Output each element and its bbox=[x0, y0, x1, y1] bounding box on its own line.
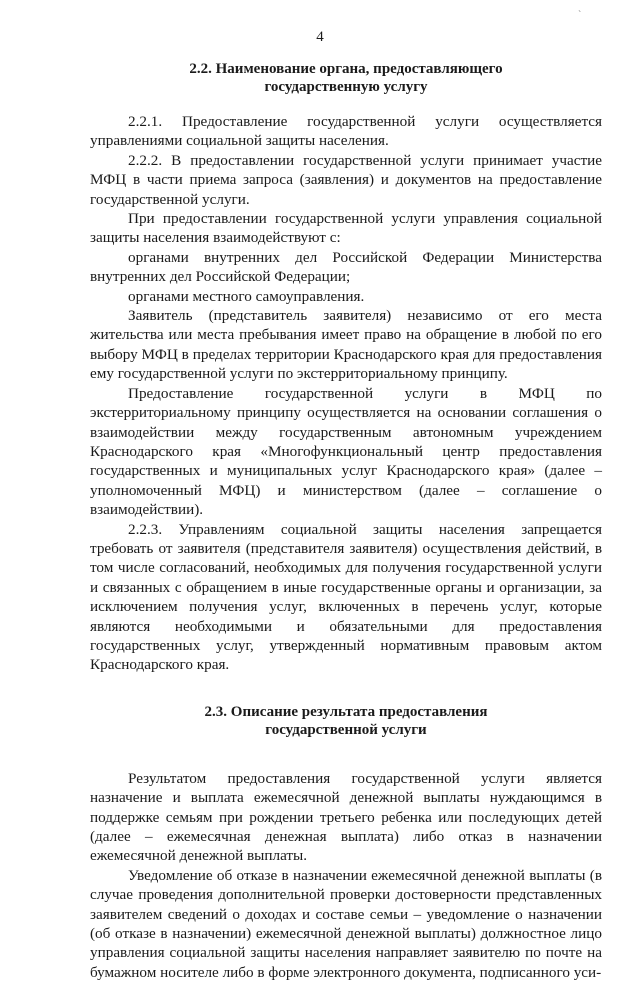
section-2-2-heading bbox=[90, 60, 602, 96]
scan-corner-mark: ` bbox=[578, 10, 582, 21]
paragraph-2-2-3: 2.2.3. Управлениям социальной защиты населения запрещается требовать от заявителя (представителя заявителя) осуществления действий, в том числе согласований, необходимых для получения государственной услуги и связанных с обращением в иные государственные органы и организации, за исключением получения услуг, включенных в перечень услуг, которые являются необходимыми и обязательными для предоставления государственных услуг, утвержденный нормативным правовым актом Краснодарского края. bbox=[90, 520, 602, 674]
page-number: 4 bbox=[316, 29, 324, 45]
paragraph-2-2-1: 2.2.1. Предоставление государственной услуги осуществляется управлениями социальной защиты населения. bbox=[90, 113, 602, 150]
paragraph-result: Результатом предоставления государственной услуги является назначение и выплата ежемесячной денежной выплаты нуждающимся в поддержке семьям при рождении третьего ребенка или последующих детей (далее – ежемесячная денежная выплата) либо отказ в назначении ежемесячной денежной выплаты. bbox=[90, 769, 602, 865]
paragraph-refusal-notice: Уведомление об отказе в назначении ежемесячной денежной выплаты (в случае проведения дополнительной проверки достоверности представленных заявителем сведений о доходах и составе семьи – уведомление о назначении (об отказе в назначении) ежемесячной денежной выплаты) должностное лицо управления социальной защиты населения направляет заявителю по почте на бумажном носителе либо в форме электронного документа, подписанного уси- bbox=[90, 866, 602, 981]
paragraph-interaction-local-gov: органами местного самоуправления. bbox=[128, 287, 365, 305]
section-2-3-heading-line1: 2.3. Описание результата предоставления bbox=[204, 703, 488, 720]
paragraph-2-2-2: 2.2.2. В предоставлении государственной услуги принимает участие МФЦ в части приема запроса (заявления) и документов на предоставление государственной услуги. bbox=[90, 151, 602, 208]
document-body bbox=[90, 60, 602, 982]
paragraph-interaction-intro: При предоставлении государственной услуги управления социальной защиты населения взаимодействуют с: bbox=[90, 210, 602, 247]
section-2-3-heading-line2: государственной услуги bbox=[265, 721, 427, 738]
paragraph-extraterritorial-agreement: Предоставление государственной услуги в МФЦ по экстерриториальному принципу осуществляется на основании соглашения о взаимодействии между государственным автономным учреждением Краснодарского края «Многофункциональный центр предоставления государственных и муниципальных услуг Краснодарского края» (далее – уполномоченный МФЦ) и министерством (далее – соглашение о взаимодействии). bbox=[90, 384, 602, 519]
paragraph-extraterritorial-right: Заявитель (представитель заявителя) независимо от его места жительства или места пребывания имеет право на обращение в любой по его выбору МФЦ в пределах территории Краснодарского края для предоставления ему государственной услуги по экстерриториальному принципу. bbox=[90, 307, 602, 383]
paragraph-interaction-mvd: органами внутренних дел Российской Федерации Министерства внутренних дел Российской Федерации; bbox=[90, 248, 602, 286]
section-2-2-heading-line1: 2.2. Наименование органа, предоставляющего bbox=[189, 61, 503, 77]
section-2-2-heading-line2: государственную услугу bbox=[264, 79, 428, 95]
section-2-2-text bbox=[90, 112, 602, 675]
section-2-3-text bbox=[90, 769, 602, 982]
section-2-3-heading bbox=[90, 703, 602, 739]
